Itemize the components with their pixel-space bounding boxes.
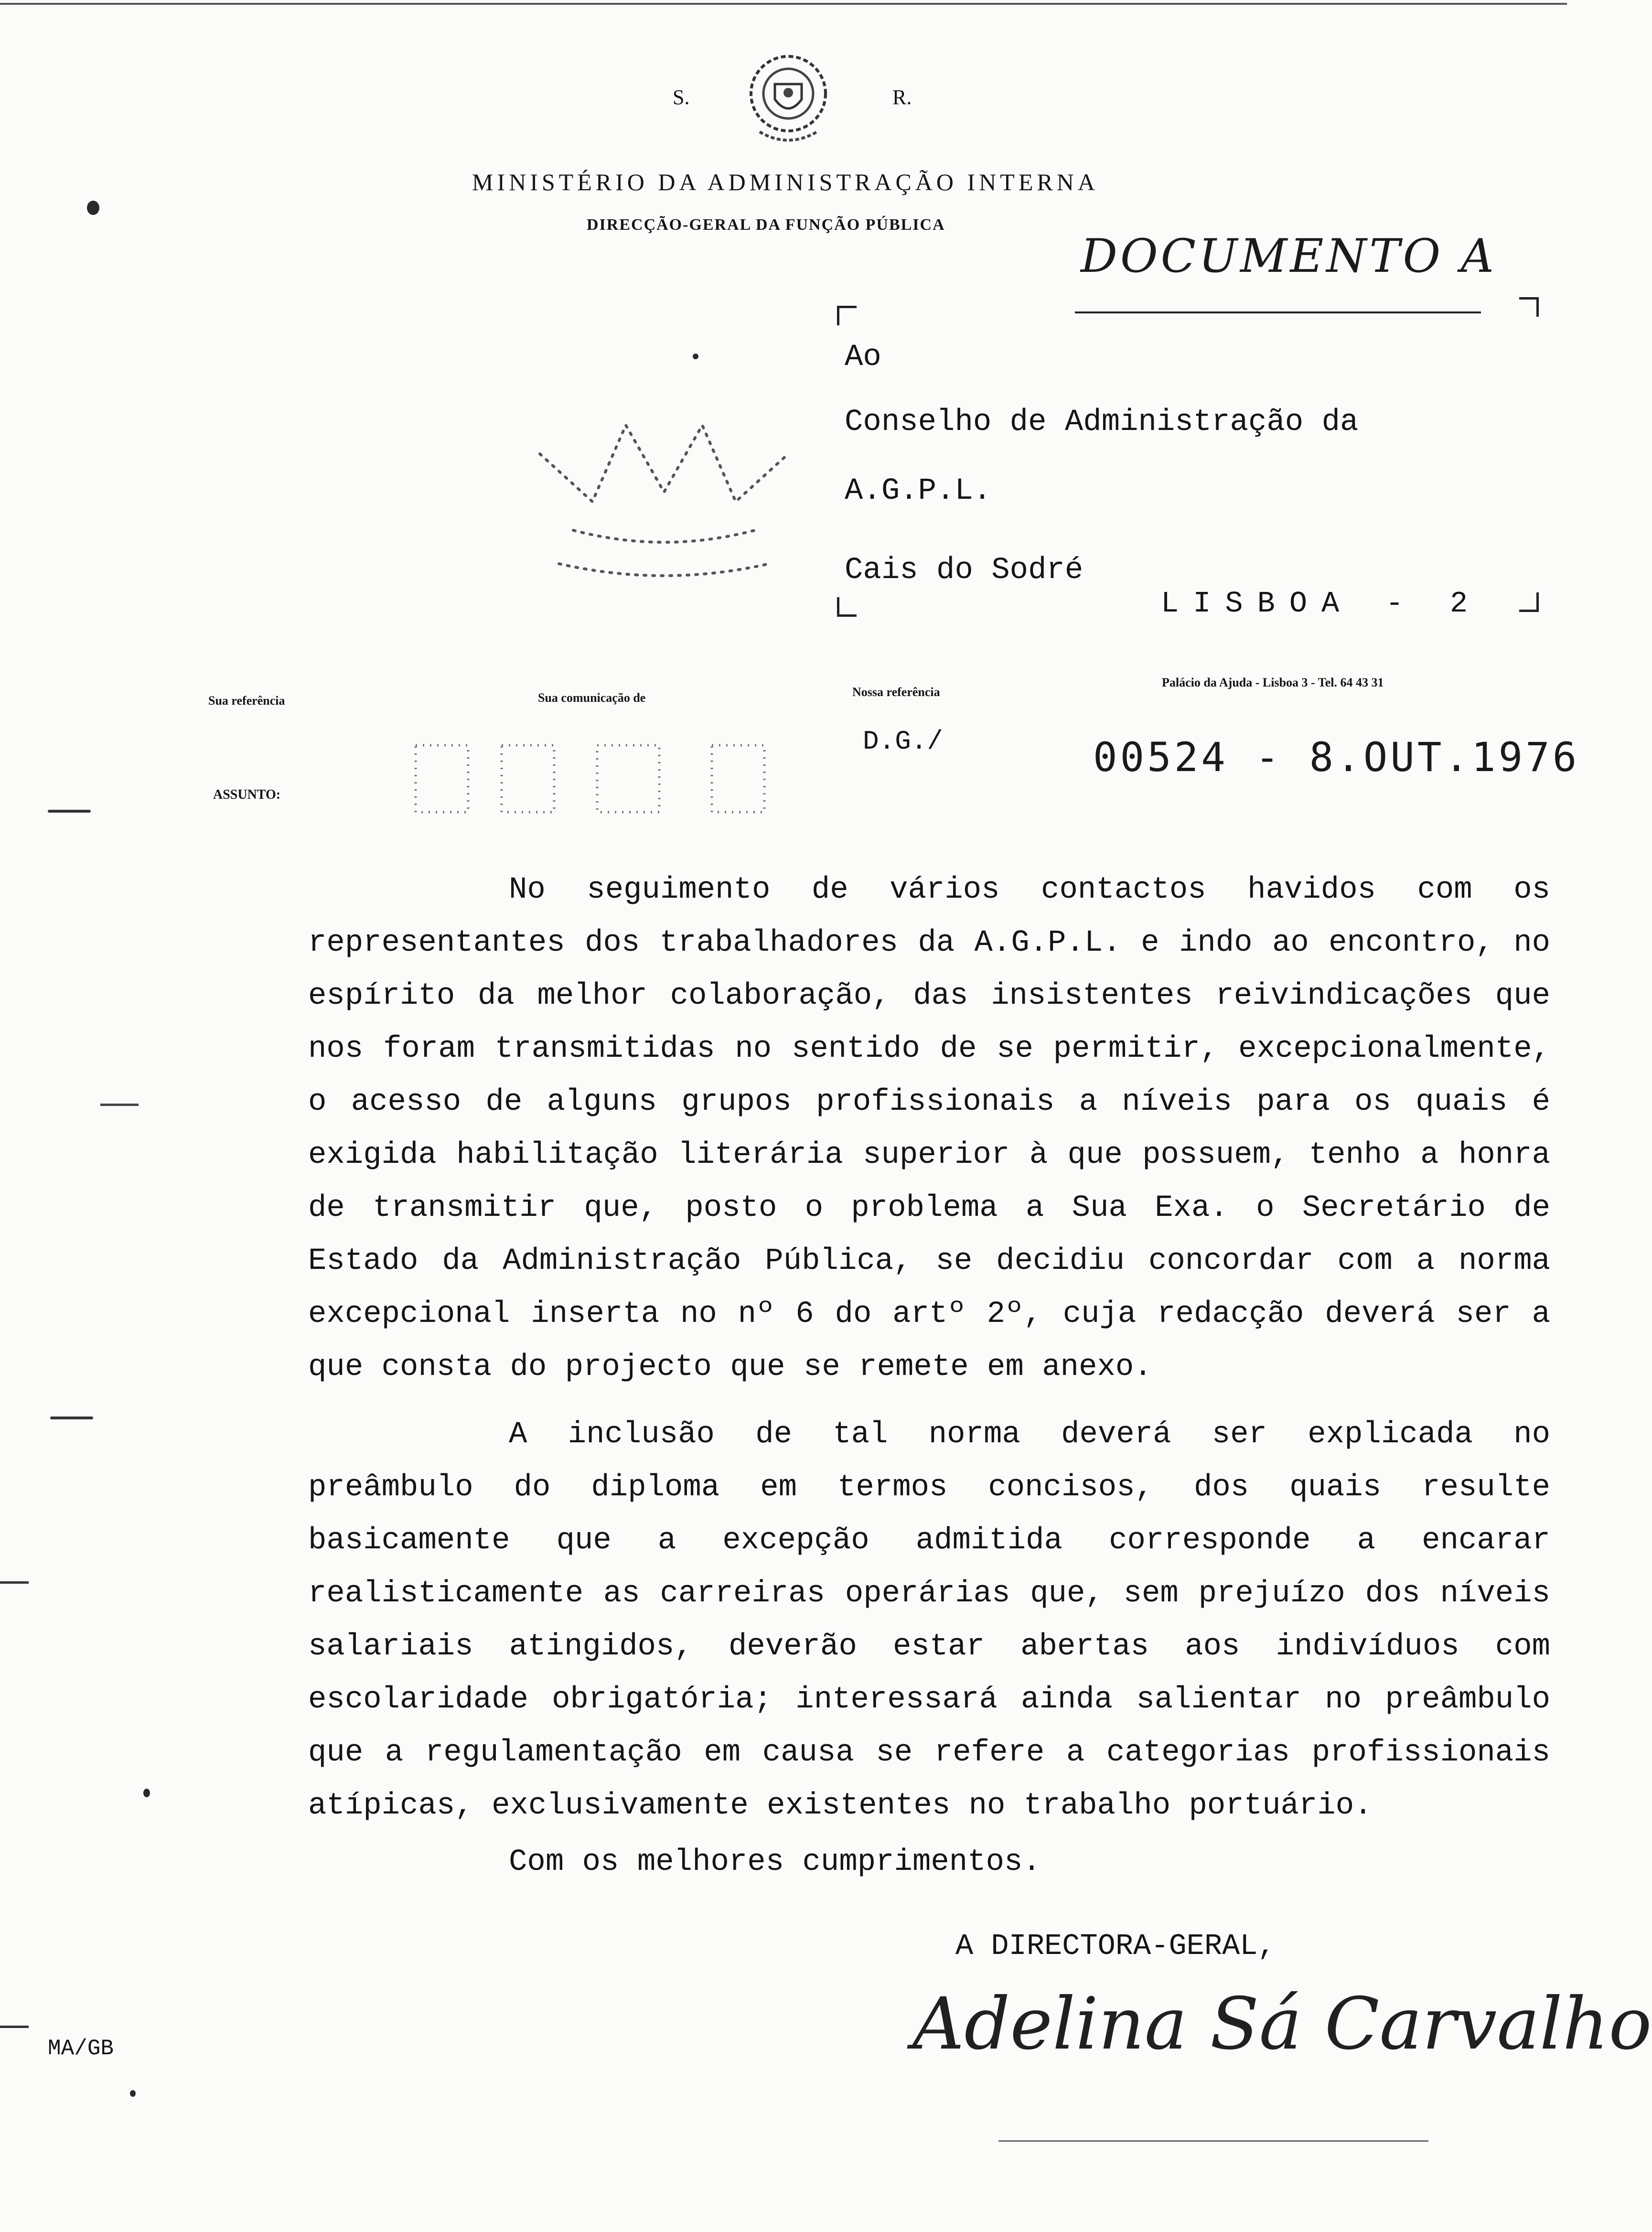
margin-dash-3 [50, 1416, 93, 1419]
date-stamp: 00524 - 8.OUT.1976 [1093, 734, 1580, 781]
our-reference-value: D.G./ [863, 726, 944, 757]
typist-initials: MA/GB [48, 2036, 114, 2061]
body-paragraph-1: No seguimento de vários contactos havidos com os representantes dos trabalhadores da A.G.P.L. e indo ao encontro, no espírito da melhor colaboração, das insistentes reivindicações que nos foram transmitidas no sentido de se permitir, excepcionalmente, o acesso de alguns grupos profissionais a níveis para os quais é exigida habilitação literária superior à que possuem, tenho a honra de transmitir que, posto o problema a Sua Exa. o Secretário de Estado da Administração Pública, se decidiu concordar com a norma excepcional inserta no nº 6 do artº 2º, cuja redacção deverá ser a que consta do projecto que se remete em anexo. [308, 873, 1550, 1384]
subject-label: ASSUNTO: [213, 787, 281, 802]
address-bracket-top-right [1519, 297, 1539, 317]
ministry-heading: MINISTÉRIO DA ADMINISTRAÇÃO INTERNA [472, 169, 1099, 195]
margin-dot-3 [130, 2090, 136, 2097]
directorate-heading: DIRECÇÃO-GERAL DA FUNÇÃO PÚBLICA [587, 216, 945, 234]
document-mark: DOCUMENTO A [1081, 229, 1497, 283]
recipient-line-ao: Ao [845, 340, 881, 375]
recipient-line-street: Cais do Sodré [845, 553, 1083, 588]
letter-body [308, 864, 1550, 1833]
faded-stamp-marks [406, 731, 826, 826]
document-mark-underline [1075, 311, 1481, 313]
margin-dash-4 [0, 1581, 29, 1584]
body-paragraph-2: A inclusão de tal norma deverá ser explicada no preâmbulo do diploma em termos concisos, dos quais resulte basicamente que a excepção admitida corresponde a encarar realisticamente as carreiras operárias que, sem prejuízo dos níveis salariais atingidos, deverão estar abertas aos indivíduos com escolaridade obrigatória; interessará ainda salientar no preâmbulo que a regulamentação em causa se refere a categorias profissionais atípicas, exclusivamente existentes no trabalho portuário. [308, 1417, 1550, 1823]
recipient-line-council: Conselho de Administração da [845, 405, 1359, 440]
our-reference-label: Nossa referência [852, 685, 940, 699]
signatory-title: A DIRECTORA-GERAL, [955, 1929, 1276, 1963]
margin-dash-1 [48, 810, 91, 813]
signature-underline [998, 2140, 1428, 2142]
top-border [0, 3, 1567, 5]
crown-watermark-icon [530, 397, 798, 583]
address-bracket-top-left [837, 306, 857, 325]
letterhead-right-mark: R. [892, 86, 912, 109]
recipient-city: LISBOA - 2 [1161, 587, 1482, 621]
closing-line: Com os melhores cumprimentos. [509, 1845, 1041, 1879]
coat-of-arms-icon [745, 46, 831, 151]
margin-dash-5 [0, 2026, 29, 2028]
your-communication-label: Sua comunicação de [538, 691, 646, 705]
margin-dash-2 [100, 1104, 139, 1106]
recipient-line-agpl: A.G.P.L. [845, 474, 992, 508]
address-bracket-bottom-right [1519, 592, 1539, 612]
margin-dot-1 [87, 201, 99, 215]
address-bracket-bottom-left [837, 597, 857, 617]
margin-dot-4 [693, 354, 698, 359]
signature: Adelina Sá Carvalho [912, 1983, 1652, 2066]
margin-dot-2 [143, 1789, 150, 1797]
your-reference-label: Sua referência [208, 694, 285, 708]
letterhead-left-mark: S. [673, 86, 690, 109]
office-address: Palácio da Ajuda - Lisboa 3 - Tel. 64 43 31 [1162, 676, 1384, 689]
